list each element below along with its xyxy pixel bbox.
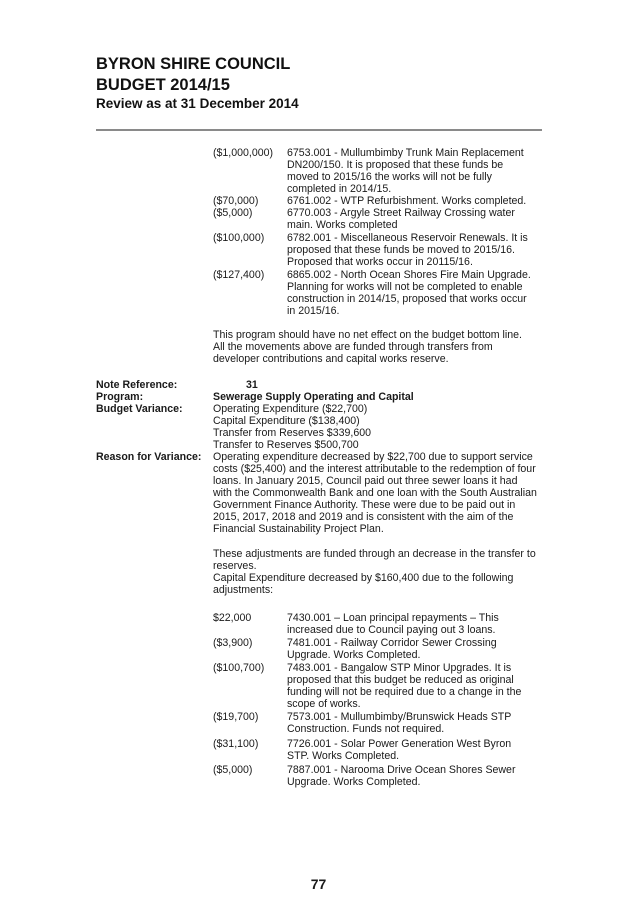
item-description: Planning for works will not be completed to enable — [287, 281, 523, 293]
item-description: 6753.001 - Mullumbimby Trunk Main Replacement — [287, 147, 524, 159]
item-description: Construction. Funds not required. — [287, 723, 445, 735]
paragraph-line: Financial Sustainability Project Plan. — [213, 523, 384, 535]
paragraph-line: with the Commonwealth Bank and one loan with the South Australian — [213, 487, 537, 499]
item-description: 6761.002 - WTP Refurbishment. Works completed. — [287, 195, 527, 207]
reason-label: Reason for Variance: — [96, 451, 202, 463]
item-description: main. Works completed — [287, 219, 398, 231]
item-amount: ($70,000) — [213, 195, 259, 207]
item-description: funding will not be required due to a change in the — [287, 686, 522, 698]
item-description: 7726.001 - Solar Power Generation West Byron — [287, 738, 512, 750]
variance-line: Operating Expenditure ($22,700) — [213, 403, 368, 415]
item-description: Proposed that works occur in 20115/16. — [287, 256, 473, 268]
review-subtitle: Review as at 31 December 2014 — [96, 96, 299, 111]
item-description: construction in 2014/15, proposed that works occur — [287, 293, 527, 305]
budget-variance-label: Budget Variance: — [96, 403, 183, 415]
paragraph-line: Capital Expenditure decreased by $160,400 due to the following — [213, 572, 514, 584]
item-description: in 2015/16. — [287, 305, 340, 317]
paragraph-line: costs ($25,400) and the interest attributable to the redemption of four — [213, 463, 536, 475]
item-amount: ($100,700) — [213, 662, 265, 674]
variance-line: Capital Expenditure ($138,400) — [213, 415, 360, 427]
item-amount: ($1,000,000) — [213, 147, 274, 159]
item-description: completed in 2014/15. — [287, 183, 392, 195]
item-description: 7430.001 – Loan principal repayments – This — [287, 612, 499, 624]
variance-line: Transfer to Reserves $500,700 — [213, 439, 359, 451]
budget-title: BUDGET 2014/15 — [96, 76, 230, 94]
item-description: 6782.001 - Miscellaneous Reservoir Renewals. It is — [287, 232, 528, 244]
program-name: Sewerage Supply Operating and Capital — [213, 391, 414, 403]
item-description: scope of works. — [287, 698, 361, 710]
item-description: proposed that these funds be moved to 2015/16. — [287, 244, 515, 256]
item-amount: ($5,000) — [213, 764, 253, 776]
paragraph-line: developer contributions and capital works reserve. — [213, 353, 449, 365]
paragraph-line: All the movements above are funded through transfers from — [213, 341, 493, 353]
item-description: 7887.001 - Narooma Drive Ocean Shores Sewer — [287, 764, 516, 776]
note-reference-number: 31 — [246, 379, 258, 391]
program-label: Program: — [96, 391, 144, 403]
item-amount: ($5,000) — [213, 207, 253, 219]
item-amount: ($3,900) — [213, 637, 253, 649]
item-amount: ($127,400) — [213, 269, 265, 281]
item-description: Upgrade. Works Completed. — [287, 649, 421, 661]
variance-line: Transfer from Reserves $339,600 — [213, 427, 371, 439]
paragraph-line: adjustments: — [213, 584, 274, 596]
item-description: 7481.001 - Railway Corridor Sewer Crossing — [287, 637, 497, 649]
item-description: 6770.003 - Argyle Street Railway Crossing water — [287, 207, 515, 219]
item-description: 7573.001 - Mullumbimby/Brunswick Heads STP — [287, 711, 512, 723]
item-description: 6865.002 - North Ocean Shores Fire Main Upgrade. — [287, 269, 531, 281]
item-amount: ($31,100) — [213, 738, 259, 750]
document-title: BYRON SHIRE COUNCIL — [96, 55, 291, 73]
paragraph-line: Operating expenditure decreased by $22,700 due to support service — [213, 451, 533, 463]
item-description: increased due to Council paying out 3 loans. — [287, 624, 496, 636]
paragraph-line: Government Finance Authority. These were due to be paid out in — [213, 499, 516, 511]
paragraph-line: These adjustments are funded through an decrease in the transfer to — [213, 548, 536, 560]
page-number: 77 — [310, 876, 327, 892]
paragraph-line: 2015, 2017, 2018 and 2019 and is consistent with the aim of the — [213, 511, 514, 523]
item-description: Upgrade. Works Completed. — [287, 776, 421, 788]
item-description: 7483.001 - Bangalow STP Minor Upgrades. It is — [287, 662, 512, 674]
paragraph-line: This program should have no net effect on the budget bottom line. — [213, 329, 522, 341]
paragraph-line: loans. In January 2015, Council paid out three sewer loans it had — [213, 475, 518, 487]
paragraph-line: reserves. — [213, 560, 257, 572]
item-description: moved to 2015/16 the works will not be fully — [287, 171, 492, 183]
item-description: DN200/150. It is proposed that these funds be — [287, 159, 504, 171]
item-amount: ($19,700) — [213, 711, 259, 723]
item-amount: $22,000 — [213, 612, 252, 624]
item-description: STP. Works Completed. — [287, 750, 400, 762]
item-amount: ($100,000) — [213, 232, 265, 244]
item-description: proposed that this budget be reduced as original — [287, 674, 514, 686]
header-divider — [96, 129, 542, 131]
note-reference-label: Note Reference: — [96, 379, 178, 391]
